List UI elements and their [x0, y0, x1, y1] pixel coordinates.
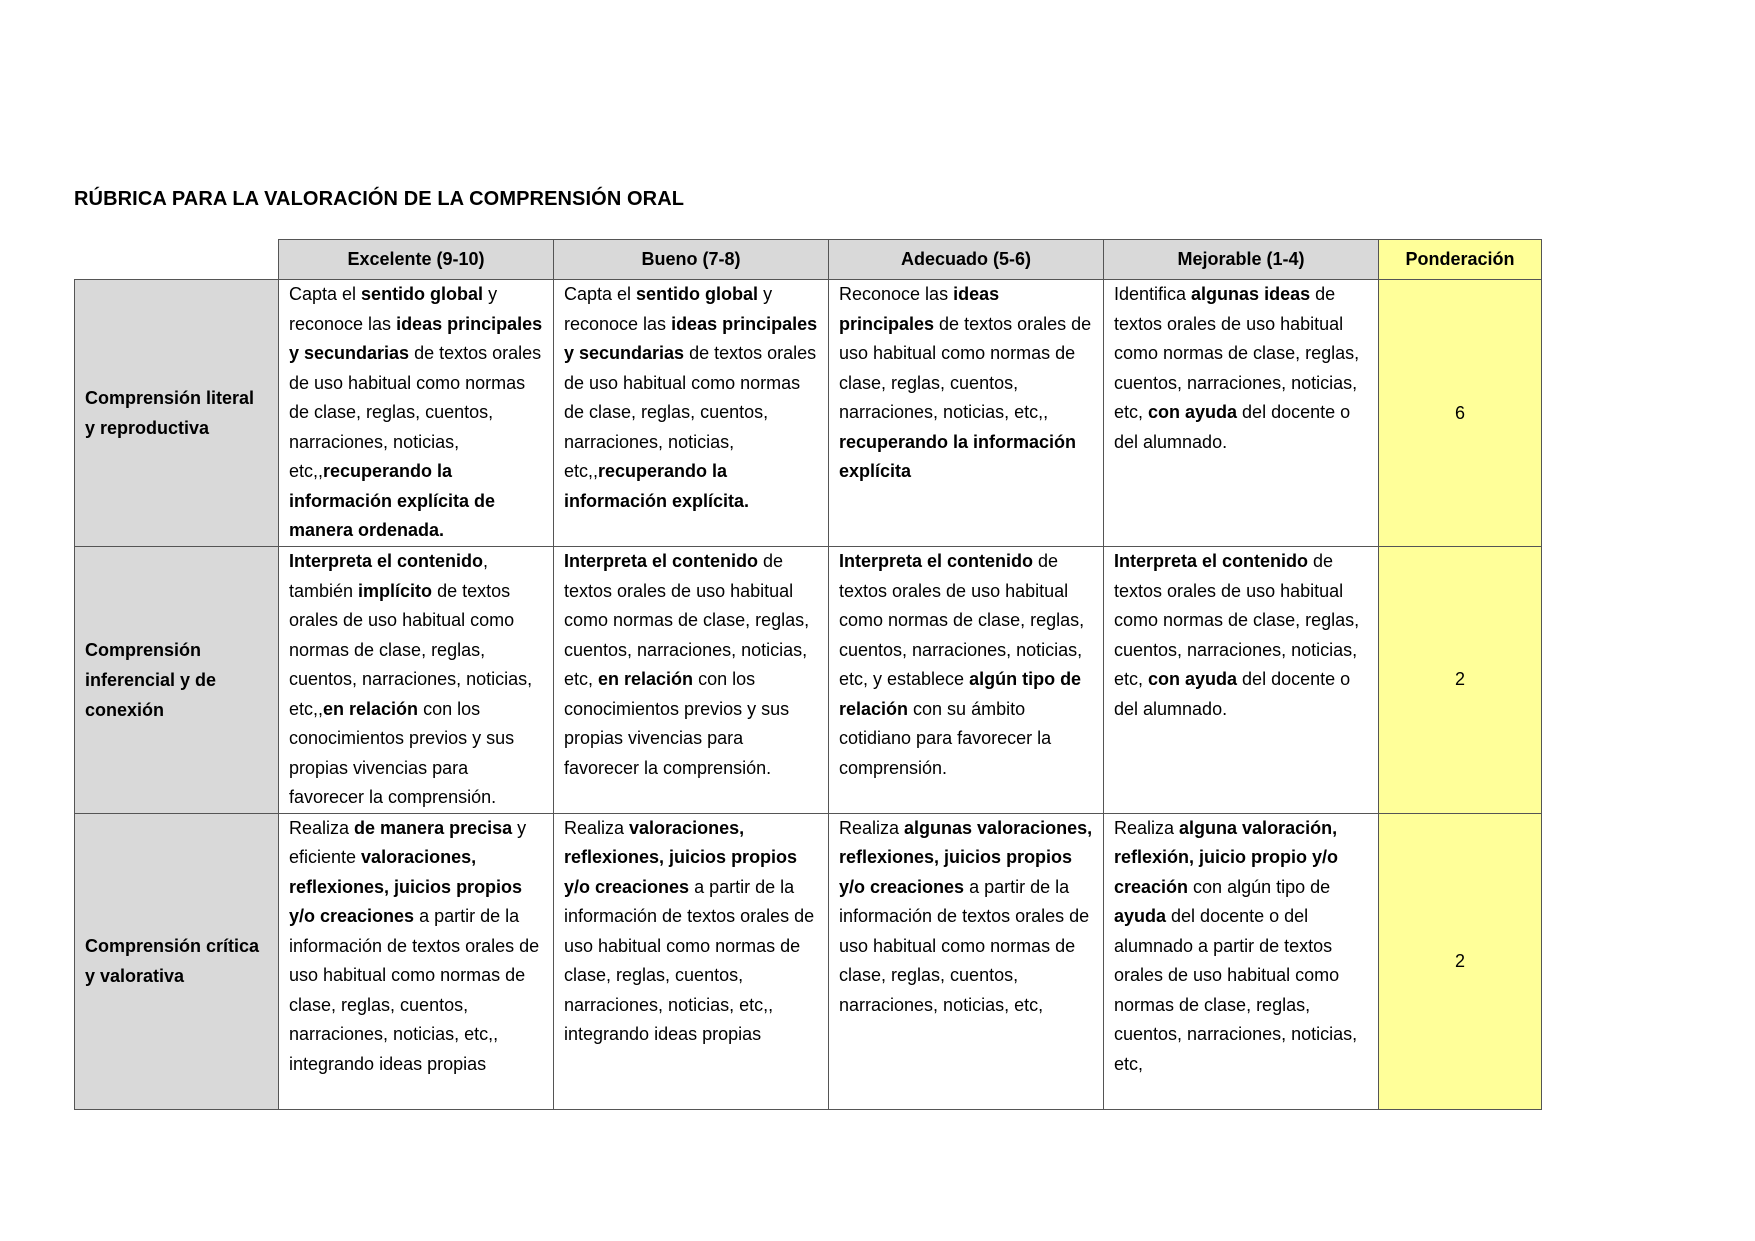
row-label: Comprensión inferencial y de conexión — [75, 547, 279, 814]
cell-text: de textos orales de uso habitual como normas de clase, reglas, cuentos, narraciones, noticias, etc, — [1114, 284, 1360, 422]
cell-text: de textos orales de uso habitual como normas de clase, reglas, cuentos, narraciones, noticias, etc, y establece — [839, 551, 1085, 689]
rubric-cell — [1104, 280, 1379, 547]
rubric-cell — [829, 547, 1104, 814]
cell-text-bold: Interpreta el contenido — [564, 551, 759, 571]
cell-text-bold: en relación — [323, 698, 419, 719]
cell-text: Identifica — [1114, 284, 1192, 304]
table-row — [75, 280, 1542, 547]
rubric-cell — [554, 280, 829, 547]
corner-cell — [75, 240, 279, 280]
header-mejorable: Mejorable (1-4) — [1104, 240, 1379, 280]
cell-text: del docente o del alumnado. — [1114, 402, 1351, 452]
rubric-cell — [279, 280, 554, 547]
table-row — [75, 813, 1542, 1109]
rubric-cell — [829, 280, 1104, 547]
cell-text: y eficiente — [289, 817, 527, 867]
table-row — [75, 547, 1542, 814]
cell-text: con los conocimientos previos y sus propias vivencias para favorecer la comprensión. — [289, 698, 515, 807]
cell-text: con algún tipo de — [1188, 876, 1331, 897]
cell-text-bold: con ayuda — [1148, 669, 1238, 689]
cell-text-bold: algunas valoraciones, reflexiones, juicios propios y/o creaciones — [839, 817, 1093, 897]
cell-text-bold: alguna valoración, reflexión, juicio propio y/o creación — [1114, 817, 1339, 897]
cell-text: y reconoce las — [289, 284, 498, 334]
cell-text: con los conocimientos previos y sus propias vivencias para favorecer la comprensión. — [564, 669, 790, 778]
row-label: Comprensión crítica y valorativa — [75, 813, 279, 1109]
cell-text: a partir de la información de textos orales de uso habitual como normas de clase, reglas, cuentos, narraciones, noticias, etc,, integrando ideas propias — [564, 876, 815, 1044]
row-label: Comprensión literal y reproductiva — [75, 280, 279, 547]
cell-text: Reconoce las — [839, 284, 954, 304]
header-row — [75, 240, 1542, 280]
cell-text: de textos orales de uso habitual como normas de clase, reglas, cuentos, narraciones, noticias, etc,, — [289, 343, 542, 481]
cell-text-bold: Interpreta el contenido — [839, 551, 1034, 571]
cell-text: y reconoce las — [564, 284, 773, 334]
header-ponderacion: Ponderación — [1379, 240, 1542, 280]
cell-text-bold: ideas principales y secundarias — [564, 313, 818, 363]
cell-text-bold: ayuda — [1114, 906, 1167, 926]
rubric-cell — [1104, 547, 1379, 814]
cell-text: Realiza — [289, 817, 355, 838]
cell-text-bold: de manera precisa — [354, 817, 513, 838]
cell-text-bold: ideas principales y secundarias — [289, 313, 543, 363]
cell-text-bold: implícito — [358, 580, 433, 601]
weight-cell: 2 — [1379, 547, 1542, 814]
cell-text-bold: con ayuda — [1148, 402, 1238, 422]
cell-text: de textos orales de uso habitual como normas de clase, reglas, cuentos, narraciones, noticias, etc, — [564, 551, 810, 689]
cell-text-bold: Interpreta el contenido — [1114, 551, 1309, 571]
cell-text-bold: recuperando la información explícita — [839, 431, 1077, 481]
cell-text-bold: sentido global — [361, 284, 484, 304]
cell-text: del docente o del alumnado a partir de textos orales de uso habitual como normas de clase, reglas, cuentos, narraciones, noticias, etc, — [1114, 906, 1358, 1074]
cell-text-bold: recuperando la información explícita. — [564, 461, 750, 511]
weight-cell: 2 — [1379, 813, 1542, 1109]
cell-text-bold: recuperando la información explícita de manera ordenada. — [289, 461, 496, 540]
cell-text-bold: en relación — [598, 669, 694, 689]
weight-cell: 6 — [1379, 280, 1542, 547]
cell-text-bold: algunas ideas — [1191, 284, 1311, 304]
cell-text: de textos orales de uso habitual como normas de clase, reglas, cuentos, narraciones, noticias, etc, — [1114, 551, 1360, 689]
cell-text: , también — [289, 551, 489, 601]
cell-text: con su ámbito cotidiano para favorecer la comprensión. — [839, 698, 1052, 778]
rubric-table — [74, 239, 1542, 1110]
cell-text: Capta el — [564, 284, 637, 304]
cell-text: Capta el — [289, 284, 362, 304]
rubric-cell — [829, 813, 1104, 1109]
cell-text: de textos orales de uso habitual como normas de clase, reglas, cuentos, narraciones, noticias, etc,, — [289, 580, 533, 719]
cell-text: Realiza — [564, 817, 630, 838]
rubric-cell — [554, 813, 829, 1109]
rubric-cell — [279, 547, 554, 814]
cell-text-bold: sentido global — [636, 284, 759, 304]
cell-text-bold: Interpreta el contenido — [289, 551, 484, 571]
header-adecuado: Adecuado (5-6) — [829, 240, 1104, 280]
cell-text: del docente o del alumnado. — [1114, 669, 1351, 719]
rubric-cell — [554, 547, 829, 814]
cell-text: a partir de la información de textos orales de uso habitual como normas de clase, reglas, cuentos, narraciones, noticias, etc,, integrando ideas propias — [289, 906, 540, 1074]
header-excelente: Excelente (9-10) — [279, 240, 554, 280]
header-bueno: Bueno (7-8) — [554, 240, 829, 280]
rubric-cell — [1104, 813, 1379, 1109]
cell-text: Realiza — [839, 817, 905, 838]
cell-text-bold: ideas principales — [839, 284, 1000, 334]
cell-text: Realiza — [1114, 817, 1180, 838]
cell-text-bold: algún tipo de relación — [839, 669, 1082, 719]
cell-text-bold: valoraciones, reflexiones, juicios propios y/o creaciones — [289, 847, 523, 926]
cell-text-bold: valoraciones, reflexiones, juicios propios y/o creaciones — [564, 817, 798, 897]
cell-text: de textos orales de uso habitual como normas de clase, reglas, cuentos, narraciones, noticias, etc,, — [839, 313, 1092, 422]
document-title: RÚBRICA PARA LA VALORACIÓN DE LA COMPRENSIÓN ORAL — [74, 188, 685, 210]
cell-text: a partir de la información de textos orales de uso habitual como normas de clase, reglas, cuentos, narraciones, noticias, etc, — [839, 876, 1090, 1015]
rubric-cell — [279, 813, 554, 1109]
cell-text: de textos orales de uso habitual como normas de clase, reglas, cuentos, narraciones, noticias, etc,, — [564, 343, 817, 481]
